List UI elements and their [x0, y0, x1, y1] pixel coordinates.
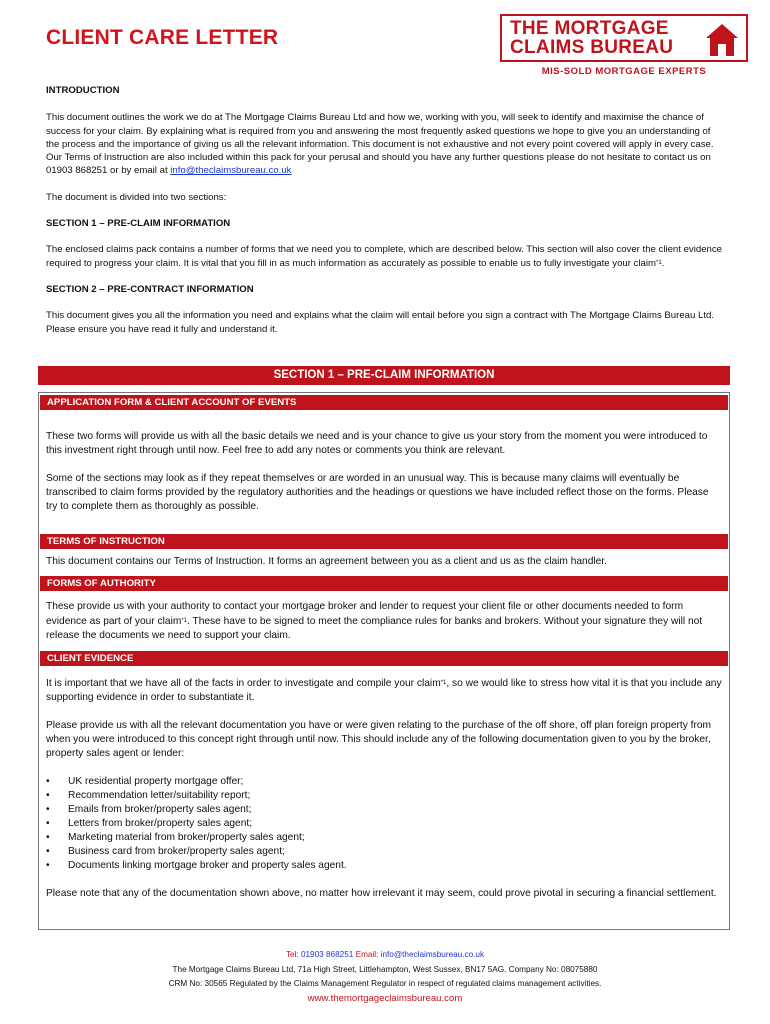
page-footer: [0, 948, 770, 1006]
introduction-section: [46, 84, 726, 336]
section1-banner: SECTION 1 – PRE-CLAIM INFORMATION: [38, 366, 730, 385]
forms-of-authority-bar: FORMS OF AUTHORITY: [40, 576, 728, 591]
terms-of-instruction-p1: This document contains our Terms of Instruction. It forms an agreement between you as a client and us as the claim handler.: [46, 556, 607, 567]
bullet-icon: •: [46, 846, 50, 857]
introduction-text: This document outlines the work we do at The Mortgage Claims Bureau Ltd and how we, working with you, will seek to identify and maximise the chance of success for your claim. By explaining what is required from you and answering the most frequently asked questions we hope to give you an understanding of the process and the importance of giving us all the relevant information. This document is not exhaustive and not every point covered will apply in every case. Our Terms of Instruction are also included within this pack for your perusal and should you have any further questions please do not hesitate to contact us on 01903 868251 or by email at: [46, 112, 714, 177]
section1-heading: SECTION 1 – PRE-CLAIM INFORMATION: [46, 218, 231, 230]
footnote-marker: *1: [440, 680, 447, 686]
bullet-icon: •: [46, 818, 50, 829]
list-item-text: Emails from broker/property sales agent;: [68, 804, 252, 815]
footer-crm: CRM No: 30565 Regulated by the Claims Management Regulator in respect of regulated claims management activities.: [168, 979, 602, 988]
logo-line-1: THE MORTGAGE: [510, 18, 669, 39]
application-form-bar: APPLICATION FORM & CLIENT ACCOUNT OF EVENTS: [40, 395, 728, 410]
client-evidence-text-a: It is important that we have all of the facts in order to investigate and compile your claim: [46, 678, 441, 689]
evidence-list: [46, 775, 722, 873]
list-item: [46, 845, 722, 859]
logo-box: [500, 14, 748, 62]
footer-contact-line: [0, 948, 770, 963]
section2-summary: This document gives you all the information you need and explains what the claim will entail before you sign a contract with The Mortgage Claims Bureau Ltd. Please ensure you have read it fully and understand it.: [46, 310, 715, 335]
house-icon: [704, 22, 740, 58]
bullet-icon: •: [46, 776, 50, 787]
footer-tel[interactable]: 01903 868251: [300, 950, 354, 959]
section2-heading: SECTION 2 – PRE-CONTRACT INFORMATION: [46, 283, 254, 295]
sections-intro-text: The document is divided into two sections:: [46, 191, 227, 203]
footer-email-link[interactable]: info@theclaimsbureau.co.uk: [380, 950, 485, 959]
footnote-marker: *1: [181, 618, 188, 624]
list-item-text: Recommendation letter/suitability report;: [68, 790, 251, 801]
client-evidence-bar: CLIENT EVIDENCE: [40, 651, 728, 666]
terms-of-instruction-bar: TERMS OF INSTRUCTION: [40, 534, 728, 549]
list-item: [46, 831, 722, 845]
client-evidence-p2: Please provide us with all the relevant documentation you have or were given relating to the purchase of the off shore, off plan foreign property from when you were introduced to this concept right through until now. This should include any of the following documentation given to you by the broker, property sales agent or lender:: [46, 720, 712, 759]
bullet-icon: •: [46, 832, 50, 843]
application-form-block: [46, 430, 722, 514]
footer-address: The Mortgage Claims Bureau Ltd, 71a High Street, Littlehampton, West Sussex, BN17 5AG. Company No: 08075880: [172, 964, 598, 974]
client-evidence-p3: Please note that any of the documentation shown above, no matter how irrelevant it may seem, could prove pivotal in securing a financial settlement.: [46, 888, 717, 899]
bullet-icon: •: [46, 860, 50, 871]
introduction-heading: INTRODUCTION: [46, 85, 120, 96]
list-item: [46, 803, 722, 817]
section1-summary-end: .: [661, 257, 665, 269]
application-form-p1: These two forms will provide us with all the basic details we need and is your chance to give us your story from the moment you were introduced to this investment right through until now. Feel free to add any notes or comments you think are relevant.: [46, 431, 708, 456]
list-item-text: Business card from broker/property sales agent;: [68, 846, 285, 857]
footer-website-link[interactable]: www.themortgageclaimsbureau.com: [307, 992, 463, 1004]
forms-of-authority-p1: [46, 600, 722, 643]
footer-email-label: Email:: [355, 950, 379, 959]
section1-summary-text: The enclosed claims pack contains a number of forms that we need you to complete, which are described below. This section will also cover the client evidence required to progress your claim. It is vital that you fill in as much information as accurately as possible to enable us to fully investigate your claim: [46, 244, 722, 269]
client-evidence-text-b: , so we would like to stress how vital it is that you include any supporting evidence in order to substantiate it.: [46, 678, 722, 703]
list-item-text: UK residential property mortgage offer;: [68, 776, 244, 787]
contact-email-link[interactable]: info@theclaimsbureau.co.uk: [170, 165, 292, 177]
client-evidence-p1: [46, 676, 722, 705]
forms-of-authority-text-a: These provide us with your authority to contact your mortgage broker and lender to request your client file or other documents needed to form evidence as part of your claim: [46, 601, 684, 627]
list-item: [46, 817, 722, 831]
list-item-text: Letters from broker/property sales agent;: [68, 818, 253, 829]
client-evidence-block: [46, 676, 722, 901]
introduction-paragraph: [46, 111, 726, 177]
list-item: [46, 789, 722, 803]
section1-summary: [46, 243, 726, 270]
forms-of-authority-block: [46, 600, 722, 643]
list-item-text: Documents linking mortgage broker and property sales agent.: [68, 860, 347, 871]
terms-of-instruction-block: [46, 555, 722, 569]
list-item: [46, 859, 722, 873]
list-item-text: Marketing material from broker/property sales agent;: [68, 832, 305, 843]
list-item: [46, 775, 722, 789]
footnote-marker: *1: [656, 259, 662, 266]
logo-line-2: CLAIMS BUREAU: [510, 37, 674, 58]
bullet-icon: •: [46, 790, 50, 801]
footer-tel-label: Tel:: [285, 950, 299, 959]
application-form-p2: Some of the sections may look as if they repeat themselves or are worded in an unusual way. This is because many claims will eventually be transcribed to claim forms provided by the regulatory authorities and the headings or questions we have included reflect those on the forms. Please try to complete them as thoroughly as possible.: [46, 473, 709, 512]
logo-tagline: MIS-SOLD MORTGAGE EXPERTS: [541, 66, 707, 77]
forms-of-authority-text-b: . These have to be signed to meet the compliance rules for banks and brokers. Without your signature they will not release the documents we need to support your claim.: [46, 616, 703, 641]
document-title: CLIENT CARE LETTER: [46, 26, 279, 49]
company-logo: [500, 14, 748, 80]
bullet-icon: •: [46, 804, 50, 815]
